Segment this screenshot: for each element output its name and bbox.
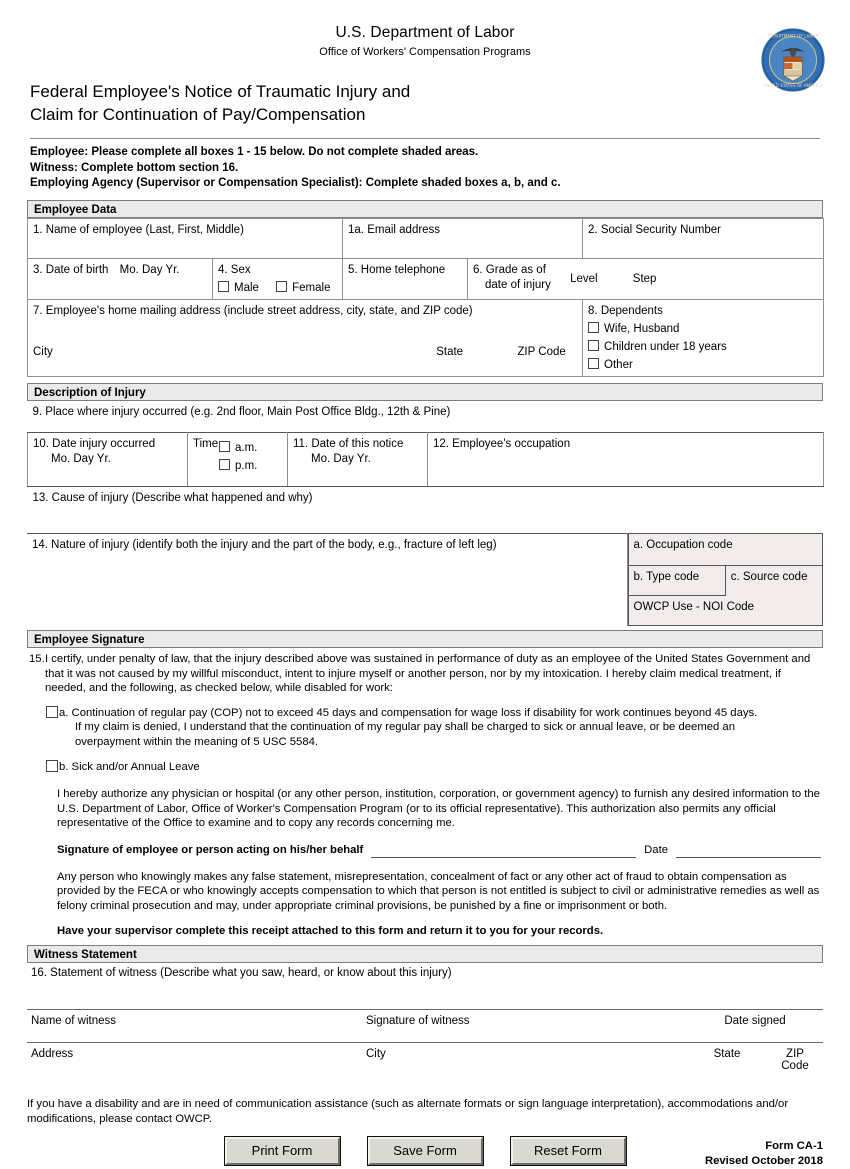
field-date-of-birth[interactable] [28,258,213,299]
field-time-of-injury [188,433,288,487]
field-nature-of-injury[interactable] [27,533,627,626]
checkbox-children-under-18[interactable] [588,340,818,355]
checkbox-icon[interactable] [219,459,230,470]
checkbox-label: Female [292,281,331,294]
option-b-label: b. Sick and/or Annual Leave [59,760,200,773]
fraud-warning-text: Any person who knowingly makes any false statement, misrepresentation, concealment of fact or any other act of fraud to obtain compensation as provided by the FECA or who knowingly accepts compensation to which that person is not entitled is subject to civil or administrative remedies as well as felony criminal prosecution and may, under appropriate criminal provisions, be punished by a fine or imprisonment or both. [57,870,820,912]
agency-use-codes [627,533,823,626]
checkbox-label: p.m. [235,460,258,472]
signature-row [57,843,821,858]
field-employee-name[interactable] [28,218,343,258]
agency-name: U.S. Department of Labor [335,24,515,41]
notice-date-mdy-hint: Mo. Day Yr. [311,453,371,465]
signature-date-label: Date [644,843,668,856]
table-row [28,433,824,487]
checkbox-label: Children under 18 years [604,340,727,353]
dol-seal-icon [760,27,826,93]
table-row [28,487,824,533]
injury-grid [27,401,824,533]
field-grade-level-step[interactable] [468,258,824,299]
section-header-employee-data: Employee Data [27,200,823,218]
field-label: 14. Nature of injury (identify both the injury and the part of the body, e.g., fracture of left leg) [32,538,497,551]
field-label: 8. Dependents [588,304,663,317]
field-witness-statement[interactable] [31,967,819,979]
checkbox-label: Male [234,281,259,294]
checkbox-cop-option-a[interactable] [46,706,58,718]
field-label: a. Occupation code [633,539,733,551]
injury-date-mdy-hint: Mo. Day Yr. [51,453,111,465]
field-label: 12. Employee's occupation [433,438,571,450]
option-a-line1: a. Continuation of regular pay (COP) not to exceed 45 days and compensation for wage loss if disability for work continues beyond 45 days. [59,706,758,719]
field-witness-city[interactable] [362,1042,687,1087]
field-witness-state[interactable] [687,1042,767,1087]
instruction-employee: Employee: Please complete all boxes 1 - 15 below. Do not complete shaded areas. [30,146,479,158]
field-witness-name[interactable] [27,1009,362,1042]
footer-actions [27,1137,823,1165]
field-home-telephone[interactable] [343,258,468,299]
checkbox-female[interactable] [276,281,330,296]
form-buttons [225,1137,626,1165]
option-b-row[interactable] [29,760,821,777]
form-number: Form CA-1 [765,1139,823,1152]
field-label: City [366,1047,386,1060]
field-label: 1. Name of employee (Last, First, Middle) [33,223,244,236]
authorization-text: I hereby authorize any physician or hospital (or any other person, institution, corporation, or government agency) to furnish any desired information to the U.S. Department of Labor, Office of Worker's Compensation Program (or to its official representative). This authorization also permits any official representative of the Office to examine and to copy any records concerning me. [57,788,820,830]
field-label: 2. Social Security Number [588,223,721,236]
table-row [28,401,824,433]
field-label: 5. Home telephone [348,263,446,276]
field-label: Time [193,438,219,450]
certify-item-number: 15. [29,653,45,665]
field-label: 10. Date injury occurred [33,438,156,450]
certification-block [27,648,823,939]
witness-grid [27,1009,823,1087]
witness-statement-section [27,945,823,1087]
checkbox-icon[interactable] [588,322,599,333]
field-label-zip: ZIP Code [517,346,566,359]
field-label: State [713,1047,741,1060]
field-social-security-number[interactable] [583,218,824,258]
agency-header [0,0,850,58]
field-witness-zip[interactable] [767,1042,823,1087]
checkbox-male[interactable] [218,281,259,296]
table-row [27,1009,823,1042]
code-grid [628,533,824,626]
field-label: 4. Sex [218,263,251,276]
checkbox-icon[interactable] [219,441,230,452]
svg-text:UNITED STATES OF AMERICA: UNITED STATES OF AMERICA [763,83,823,88]
reset-form-button[interactable]: Reset Form [511,1137,626,1165]
checkbox-am[interactable] [219,441,282,456]
instruction-witness: Witness: Complete bottom section 16. [30,161,239,174]
grade-level-label: Level [570,272,598,285]
field-label: 1a. Email address [348,223,441,236]
field-label: Signature of witness [366,1014,470,1027]
field-date-of-notice[interactable] [288,433,428,487]
table-row [28,299,824,341]
field-place-of-injury[interactable] [28,401,824,433]
receipt-instruction: Have your supervisor complete this receipt attached to this form and return it to you for your records. [57,925,604,938]
grade-step-label: Step [632,272,657,285]
title-divider [30,138,820,139]
field-label-city: City [33,346,53,359]
field-employee-occupation[interactable] [428,433,824,487]
page-title [30,80,850,126]
option-a-row[interactable] [29,706,821,750]
form-title-line2: Claim for Continuation of Pay/Compensation [30,105,366,124]
form-revision-date: Revised October 2018 [704,1154,823,1167]
address-city-state-zip-row[interactable] [28,341,583,376]
field-witness-address[interactable] [27,1042,362,1087]
field-witness-signature[interactable] [362,1009,687,1042]
section-header-description-of-injury: Description of Injury [27,383,823,401]
form-title-line1: Federal Employee's Notice of Traumatic Injury and [30,82,411,101]
field-label: 11. Date of this notice [293,438,404,450]
dob-mdy-hint: Mo. Day Yr. [119,263,180,276]
checkbox-label: Other [604,358,633,371]
field-label: Date signed [724,1014,786,1027]
form-identifier [705,1139,823,1169]
section-header-employee-signature: Employee Signature [27,630,823,648]
field-label: 7. Employee's home mailing address (include street address, city, state, and ZIP code) [33,304,473,317]
field-label: Address [31,1047,74,1060]
checkbox-pm[interactable] [219,459,282,474]
section-header-witness-statement: Witness Statement [27,945,823,963]
field-source-code[interactable] [725,566,822,596]
option-a-line2: If my claim is denied, I understand that the continuation of my regular pay shall be charged to sick or annual leave, or be deemed an [75,721,735,734]
table-row [28,258,824,299]
field-label-2: date of injury [485,278,551,291]
field-type-code[interactable] [628,566,725,596]
instruction-agency: Employing Agency (Supervisor or Compensation Specialist): Complete shaded boxes a, b, and c. [30,177,561,189]
field-noi-code[interactable] [628,596,823,626]
field-occupation-code[interactable] [628,534,823,566]
field-label: c. Source code [730,571,808,583]
table-row [28,218,824,258]
field-label: 9. Place where injury occurred (e.g. 2nd floor, Main Post Office Bldg., 12th & Pine) [32,405,451,418]
employee-data-section [27,200,823,377]
field-dependents [583,299,824,376]
checkbox-icon[interactable] [276,281,287,292]
signature-label: Signature of employee or person acting on his/her behalf [57,843,364,856]
signature-date-input-line[interactable] [676,844,821,858]
instructions-block [30,145,820,192]
checkbox-other-dependent[interactable] [588,358,818,373]
field-date-injury-occurred[interactable] [28,433,188,487]
accessibility-note: If you have a disability and are in need of communication assistance (such as alternate formats or sign language interpretation), accommodations and/or modifications, please contact OWCP. [27,1097,789,1125]
svg-text:DEPARTMENT OF LABOR: DEPARTMENT OF LABOR [767,33,819,39]
employee-signature-section [27,630,823,648]
checkbox-icon[interactable] [588,340,599,351]
field-label: 16. Statement of witness (Describe what you saw, heard, or know about this injury) [31,966,452,979]
field-email-address[interactable] [343,218,583,258]
certify-text: I certify, under penalty of law, that the injury described above was sustained in performance of duty as an employee of the United States Government and that it was not caused by my willful misconduct, intent to injure myself or another person, nor by my intoxication. I hereby claim medical treatment, if needed, and the following, as checked below, while disabled for work: [45,653,811,695]
agency-office: Office of Workers' Compensation Programs [319,46,531,58]
table-row [27,1042,823,1087]
field-label: 6. Grade as of [473,263,546,276]
field-sex [213,258,343,299]
field-label: Name of witness [31,1014,117,1027]
checkbox-wife-husband[interactable] [588,322,818,337]
checkbox-sick-annual-leave-option-b[interactable] [46,760,58,772]
field-witness-date-signed[interactable] [687,1009,823,1042]
checkbox-icon[interactable] [218,281,229,292]
nature-of-injury-grid [27,533,823,627]
save-form-button[interactable]: Save Form [368,1137,483,1165]
signature-input-line[interactable] [371,844,636,858]
checkbox-icon[interactable] [588,358,599,369]
print-form-button[interactable]: Print Form [225,1137,340,1165]
employee-data-grid [27,218,824,377]
checkbox-label: a.m. [235,442,258,454]
field-label: b. Type code [633,571,700,583]
field-label: OWCP Use - NOI Code [633,601,755,613]
field-label: 13. Cause of injury (Describe what happened and why) [32,492,313,504]
checkbox-label: Wife, Husband [604,322,680,335]
field-cause-of-injury[interactable] [28,487,824,533]
field-label: 3. Date of birth [33,263,109,276]
field-home-mailing-address[interactable] [28,299,583,341]
field-label: ZIP Code [781,1047,809,1072]
option-a-line3: overpayment within the meaning of 5 USC 5584. [75,735,319,748]
field-label-state: State [436,346,464,359]
table-row [27,533,823,626]
injury-description-section [27,383,823,627]
